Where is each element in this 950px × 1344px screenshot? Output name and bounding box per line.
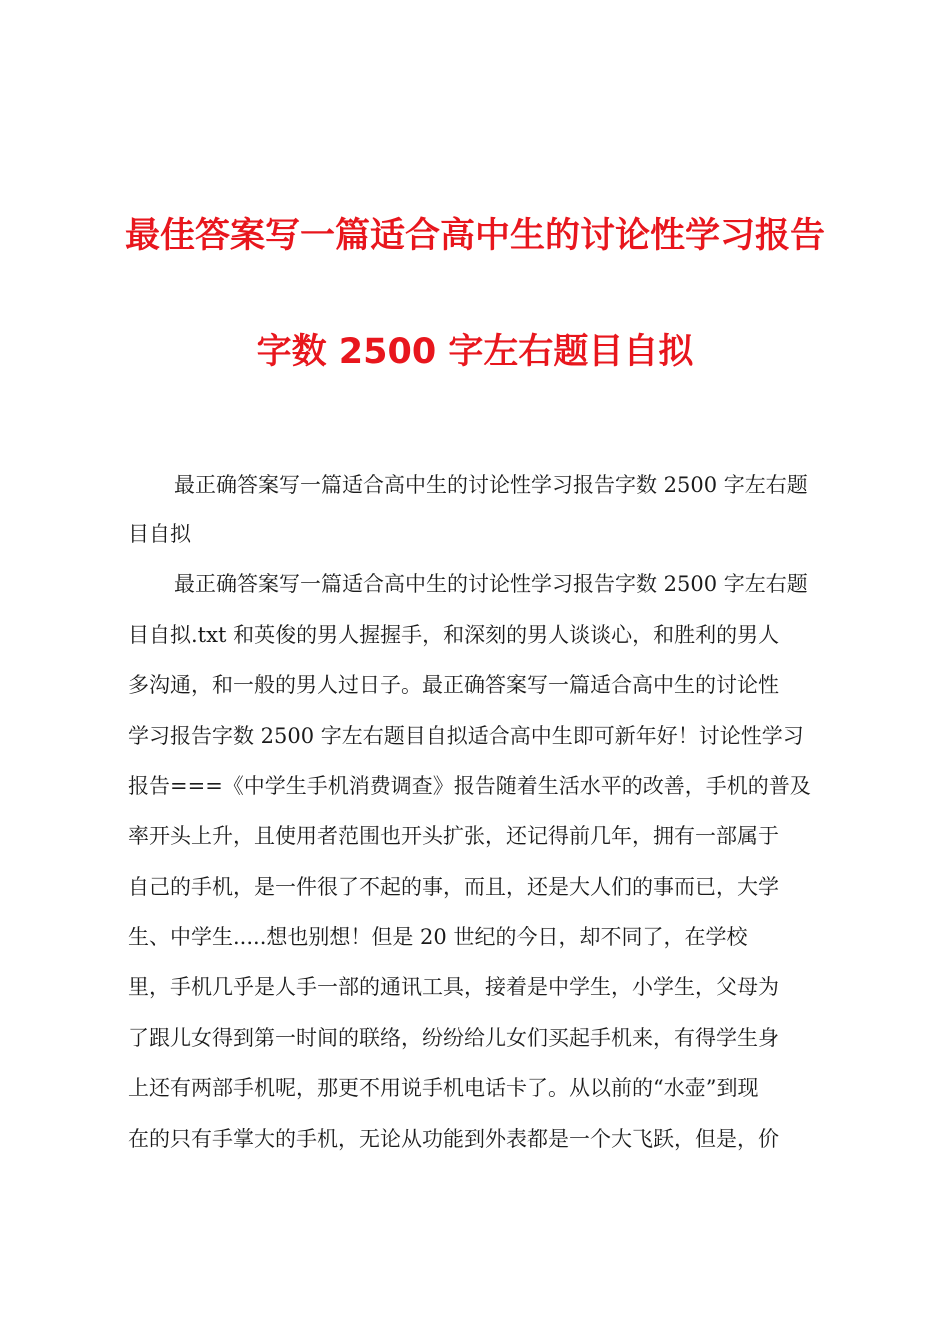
body-line-4: 目自拟.txt 和英俊的男人握握手，和深刻的男人谈谈心，和胜利的男人 [128,623,780,647]
body-line-1: 最正确答案写一篇适合高中生的讨论性学习报告字数 2500 字左右题 [174,473,808,497]
body-line-11: 里，手机几乎是人手一部的通讯工具，接着是中学生，小学生，父母为 [128,975,779,999]
body-line-3: 最正确答案写一篇适合高中生的讨论性学习报告字数 2500 字左右题 [174,572,808,596]
body-line-12: 了跟儿女得到第一时间的联络，纷纷给儿女们买起手机来，有得学生身 [128,1026,779,1050]
body-line-13: 上还有两部手机呢，那更不用说手机电话卡了。从以前的“水壶”到现 [128,1076,759,1100]
body-line-2: 目自拟 [128,522,191,546]
body-line-8: 率开头上升，且使用者范围也开头扩张，还记得前几年，拥有一部属于 [128,824,779,848]
body-line-14: 在的只有手掌大的手机，无论从功能到外表都是一个大飞跃，但是，价 [128,1127,779,1151]
body-line-7: 报告===《中学生手机消费调查》报告随着生活水平的改善，手机的普及 [128,774,811,798]
document-title-line-1: 最佳答案写一篇适合高中生的讨论性学习报告 [124,216,825,256]
body-line-6: 学习报告字数 2500 字左右题目自拟适合高中生即可新年好！讨论性学习 [128,724,804,748]
body-line-9: 自己的手机，是一件很了不起的事，而且，还是大人们的事而已，大学 [128,875,779,899]
body-line-5: 多沟通，和一般的男人过日子。最正确答案写一篇适合高中生的讨论性 [128,673,779,697]
document-title-line-2: 字数 2500 字左右题目自拟 [256,332,694,372]
body-line-10: 生、中学生.....想也别想！但是 20 世纪的今日，却不同了，在学校 [128,925,748,949]
